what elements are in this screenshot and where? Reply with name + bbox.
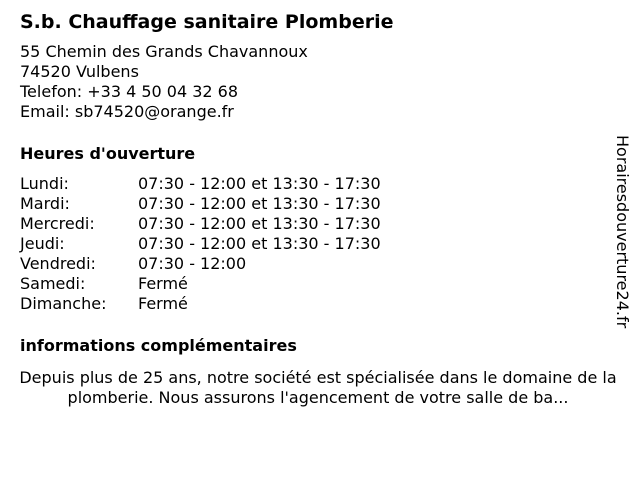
day-hours: 07:30 - 12:00 et 13:30 - 17:30 [138,194,381,213]
hours-row-friday [20,254,381,274]
business-card [20,8,620,408]
site-watermark: Horairesdouverture24.fr [613,135,632,329]
day-hours: 07:30 - 12:00 et 13:30 - 17:30 [138,174,381,193]
hours-row-tuesday [20,194,381,214]
phone-number: Telefon: +33 4 50 04 32 68 [20,82,239,101]
hours-row-wednesday [20,214,381,234]
email-address: Email: sb74520@orange.fr [20,102,234,121]
hours-row-monday [20,174,381,194]
additional-info-heading: informations complémentaires [20,336,297,355]
day-label: Samedi: [20,274,86,293]
day-hours: 07:30 - 12:00 [138,254,247,273]
address-block [20,42,620,122]
day-hours: Fermé [138,274,188,293]
day-hours: Fermé [138,294,188,313]
day-label: Jeudi: [20,234,65,253]
day-label: Mercredi: [20,214,95,233]
business-name: S.b. Chauffage sanitaire Plomberie [20,11,394,33]
day-label: Vendredi: [20,254,96,273]
day-label: Lundi: [20,174,69,193]
street-address: 55 Chemin des Grands Chavannoux [20,42,308,61]
hours-row-sunday [20,294,381,314]
opening-hours-table [20,174,381,314]
business-description: Depuis plus de 25 ans, notre société est spécialisée dans le domaine de la plomberie. Nous assurons l'agencement de votre salle de ba... [19,368,617,407]
day-label: Dimanche: [20,294,107,313]
hours-row-saturday [20,274,381,294]
day-label: Mardi: [20,194,70,213]
city-address: 74520 Vulbens [20,62,139,81]
hours-row-thursday [20,234,381,254]
day-hours: 07:30 - 12:00 et 13:30 - 17:30 [138,234,381,253]
day-hours: 07:30 - 12:00 et 13:30 - 17:30 [138,214,381,233]
opening-hours-heading: Heures d'ouverture [20,144,196,163]
